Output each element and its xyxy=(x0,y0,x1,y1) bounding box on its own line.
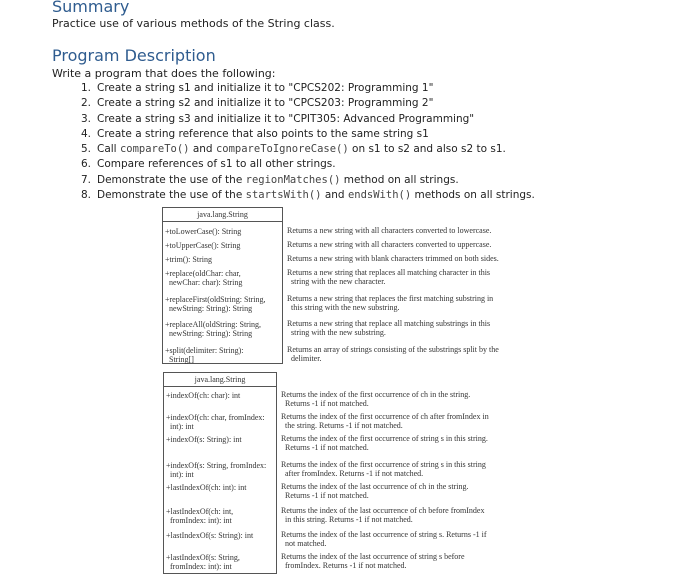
list-item xyxy=(52,81,535,96)
method-signature-line: +lastIndexOf(ch: int): int xyxy=(166,483,247,492)
method-signature-line: +replace(oldChar: char, xyxy=(165,269,241,278)
item-number: 1. xyxy=(80,82,91,94)
method-description-line: Returns the index of the first occurrence of ch in the string. xyxy=(281,390,471,399)
method-signature-line: +trim(): String xyxy=(165,255,212,264)
method-signature-line: +indexOf(s: String, fromIndex: xyxy=(166,461,267,470)
method-description xyxy=(287,240,491,249)
item-number: 3. xyxy=(80,112,91,125)
item-number: 8. xyxy=(80,189,91,202)
list-item xyxy=(52,157,535,172)
method-description xyxy=(287,345,499,363)
method-signature-line: int): int xyxy=(166,470,194,479)
item-number: 4. xyxy=(80,127,91,140)
item-number: 6. xyxy=(80,158,91,171)
method-description-line: in this string. Returns -1 if not matched. xyxy=(281,515,413,524)
method-description xyxy=(281,482,469,500)
method-signature-line: +toUpperCase(): String xyxy=(165,241,241,250)
method-signature-line: +toLowerCase(): String xyxy=(165,227,242,236)
method-description-line: Returns the index of the last occurrence of string s before xyxy=(281,552,465,561)
method-description-line: Returns the index of the last occurrence of string s. Returns -1 if xyxy=(281,530,487,539)
item-number: 5. xyxy=(80,143,91,156)
method-signature-line: fromIndex: int): int xyxy=(166,562,232,571)
method-signature xyxy=(166,507,233,525)
method-description xyxy=(287,254,499,263)
method-signature-line: +replaceAll(oldString: String, xyxy=(165,320,262,329)
method-description-line: Returns the index of the first occurrence of string s in this string xyxy=(281,460,486,469)
method-description-line: Returns -1 if not matched. xyxy=(281,443,369,452)
method-description xyxy=(281,530,487,548)
method-signature xyxy=(166,553,240,571)
method-signature xyxy=(165,255,212,264)
item-text: Create a string s1 and initialize it to "CPCS202: Programming 1" xyxy=(97,82,434,94)
item-text: Compare references of s1 to all other strings. xyxy=(97,158,336,171)
summary-text: Practice use of various methods of the String class. xyxy=(52,17,335,30)
item-text: on s1 to s2 and also s2 to s1. xyxy=(348,143,506,156)
item-number: 2. xyxy=(80,97,91,110)
method-description-line: the string. Returns -1 if not matched. xyxy=(281,421,403,430)
method-description-line: Returns a new string that replaces the first matching substring in xyxy=(287,294,494,303)
item-number: 7. xyxy=(80,173,91,186)
method-description-line: fromIndex. Returns -1 if not matched. xyxy=(281,561,407,570)
method-description-line: after fromIndex. Returns -1 if not matched. xyxy=(281,469,424,478)
item-text: Create a string s2 and initialize it to "CPCS203: Programming 2" xyxy=(97,97,434,110)
method-description-line: Returns an array of strings consisting of the substrings split by the xyxy=(287,345,499,354)
method-description-line: Returns a new string with blank characters trimmed on both sides. xyxy=(287,254,499,263)
item-text: and xyxy=(189,143,216,156)
method-description-line: Returns a new string that replace all matching substrings in this xyxy=(287,319,491,328)
class-name: java.lang.String xyxy=(163,208,282,222)
method-description-line: Returns -1 if not matched. xyxy=(281,491,369,500)
method-description xyxy=(287,319,490,337)
method-signature xyxy=(165,269,242,287)
list-item xyxy=(52,173,535,188)
item-text: Call xyxy=(97,143,120,156)
method-signature-line: +indexOf(ch: char): int xyxy=(166,391,241,400)
method-signature-line: newString: String): String xyxy=(165,304,253,313)
code-regionMatches: regionMatches() xyxy=(245,173,341,186)
requirements-list xyxy=(52,81,535,203)
code-endsWith: endsWith() xyxy=(347,189,412,202)
method-signature-line: +lastIndexOf(s: String): int xyxy=(166,531,254,540)
method-signature-line: newChar: char): String xyxy=(165,278,243,287)
method-signature-line: int): int xyxy=(166,422,194,431)
summary-heading: Summary xyxy=(52,0,130,16)
method-description xyxy=(281,506,484,524)
method-description xyxy=(287,226,491,235)
method-signature xyxy=(165,295,266,313)
method-description-line: Returns the index of the last occurrence of ch before fromIndex xyxy=(281,506,485,515)
method-signature xyxy=(166,461,266,479)
uml-string-methods-2 xyxy=(163,372,277,574)
method-signature xyxy=(165,346,244,364)
method-description-line: delimiter. xyxy=(287,354,322,363)
method-description xyxy=(287,294,493,312)
method-signature-line: +lastIndexOf(ch: int, xyxy=(166,507,234,516)
item-text: method on all strings. xyxy=(340,173,459,186)
description-heading: Program Description xyxy=(52,46,216,65)
method-signature xyxy=(166,531,253,540)
method-signature xyxy=(166,391,240,400)
method-signature-line: +split(delimiter: String): xyxy=(165,346,244,355)
method-signature-line: fromIndex: int): int xyxy=(166,516,232,525)
item-text: Create a string reference that also points to the same string s1 xyxy=(97,127,429,140)
method-description xyxy=(281,460,486,478)
description-intro: Write a program that does the following: xyxy=(52,67,276,80)
method-description-line: Returns -1 if not matched. xyxy=(281,399,369,408)
method-description xyxy=(287,268,490,286)
code-compareTo: compareTo() xyxy=(119,143,190,156)
item-text: and xyxy=(321,189,348,202)
method-signature xyxy=(166,413,265,431)
method-description-line: Returns a new string with all characters converted to lowercase. xyxy=(287,226,492,235)
method-description-line: this string with the new substring. xyxy=(287,303,400,312)
item-text: methods on all strings. xyxy=(411,189,535,202)
method-signature xyxy=(165,227,241,236)
method-signature-line: String[] xyxy=(165,355,194,364)
class-name: java.lang.String xyxy=(164,373,276,387)
list-item xyxy=(52,96,535,111)
method-signature xyxy=(165,320,261,338)
method-signature xyxy=(166,483,247,492)
method-signature-line: +replaceFirst(oldString: String, xyxy=(165,295,266,304)
method-description xyxy=(281,434,488,452)
code-startsWith: startsWith() xyxy=(245,189,322,202)
method-signature-line: newString: String): String xyxy=(165,329,253,338)
list-item xyxy=(52,112,535,127)
method-description-line: Returns a new string that replaces all matching character in this xyxy=(287,268,491,277)
method-description-line: not matched. xyxy=(281,539,327,548)
method-description xyxy=(281,412,489,430)
method-signature-line: +lastIndexOf(s: String, xyxy=(166,553,240,562)
method-description xyxy=(281,390,470,408)
list-item xyxy=(52,127,535,142)
method-signature xyxy=(165,241,240,250)
method-signature-line: +indexOf(s: String): int xyxy=(166,435,242,444)
method-description-line: Returns the index of the first occurrence of ch after fromIndex in xyxy=(281,412,489,421)
code-compareToIgnoreCase: compareToIgnoreCase() xyxy=(215,143,349,156)
item-text: Create a string s3 and initialize it to "CPIT305: Advanced Programming" xyxy=(97,112,475,125)
uml-string-methods-1 xyxy=(162,207,283,364)
method-description-line: Returns the index of the first occurrence of string s in this string. xyxy=(281,434,488,443)
method-description-line: Returns the index of the last occurrence of ch in the string. xyxy=(281,482,469,491)
item-text: Demonstrate the use of the xyxy=(97,189,246,202)
method-description-line: string with the new substring. xyxy=(287,328,386,337)
method-signature-line: +indexOf(ch: char, fromIndex: xyxy=(166,413,265,422)
method-signature xyxy=(166,435,242,444)
list-item xyxy=(52,142,535,157)
item-text: Demonstrate the use of the xyxy=(97,173,246,186)
method-description xyxy=(281,552,465,570)
list-item xyxy=(52,188,535,203)
method-description-line: string with the new character. xyxy=(287,277,386,286)
method-description-line: Returns a new string with all characters converted to uppercase. xyxy=(287,240,492,249)
